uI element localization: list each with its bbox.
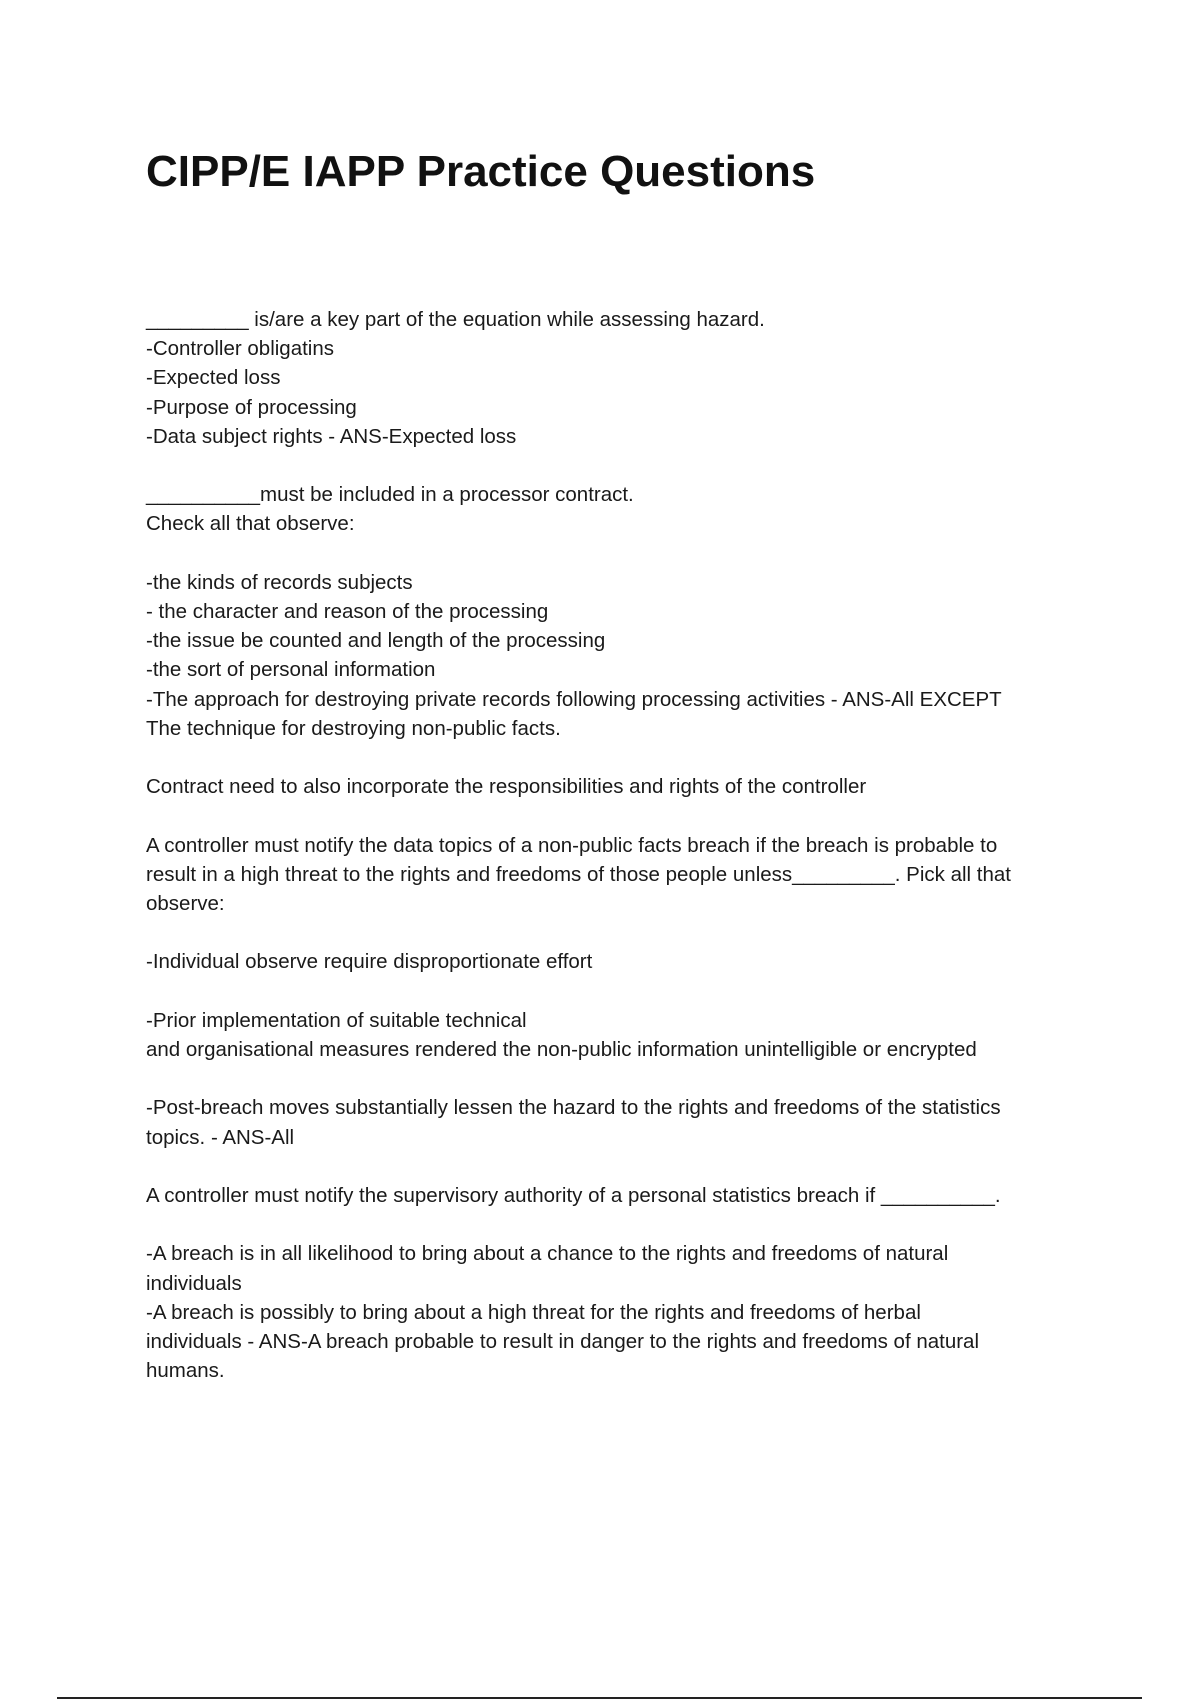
text-line: A controller must notify the supervisory authority of a personal statistics breach if __________. <box>146 1183 1001 1207</box>
paragraph-spacer <box>146 1210 1106 1239</box>
text-line: -Purpose of processing <box>146 395 357 419</box>
page-title: CIPP/E IAPP Practice Questions <box>146 147 816 196</box>
text-line: topics. - ANS-All <box>146 1125 295 1149</box>
text-line: - the character and reason of the processing <box>146 600 549 623</box>
text-line: -Post-breach moves substantially lessen the hazard to the rights and freedoms of the statistics <box>146 1096 1001 1120</box>
paragraph-spacer <box>146 977 1106 1006</box>
text-line: observe: <box>146 892 225 915</box>
text-line: _________ is/are a key part of the equation while assessing hazard. <box>146 308 765 331</box>
text-line: result in a high threat to the rights and freedoms of those people unless_________. Pick all that <box>146 862 1011 886</box>
text-line: -A breach is in all likelihood to bring about a chance to the rights and freedoms of natural <box>146 1242 949 1266</box>
text-line: -the sort of personal information <box>146 658 436 682</box>
text-line: -Individual observe require disproportionate effort <box>146 950 593 974</box>
footer-divider <box>57 1697 1142 1699</box>
text-line: -Data subject rights - ANS-Expected loss <box>146 424 517 448</box>
text-line: __________must be included in a processor contract. <box>146 483 634 507</box>
text-line: -the issue be counted and length of the processing <box>146 629 606 653</box>
text-line: humans. <box>146 1359 225 1383</box>
text-line: -Expected loss <box>146 366 281 390</box>
paragraph-spacer <box>146 539 1106 568</box>
text-line: A controller must notify the data topics of a non-public facts breach if the breach is probable to <box>146 833 998 857</box>
paragraph-spacer <box>146 1152 1106 1181</box>
document-body <box>146 305 1106 1385</box>
text-line: Check all that observe: <box>146 512 355 536</box>
text-line: -Controller obligatins <box>146 337 335 361</box>
paragraph-spacer <box>146 451 1106 480</box>
paragraph-spacer <box>146 743 1106 772</box>
text-line: -Prior implementation of suitable technical <box>146 1008 527 1032</box>
text-line: -The approach for destroying private records following processing activities - ANS-All EXCEPT <box>146 687 1002 711</box>
paragraph-spacer <box>146 918 1106 947</box>
paragraph-spacer <box>146 801 1106 830</box>
text-line: and organisational measures rendered the non-public information unintelligible or encrypted <box>146 1037 977 1061</box>
text-line: -the kinds of records subjects <box>146 570 413 594</box>
text-line: Contract need to also incorporate the responsibilities and rights of the controller <box>146 775 867 799</box>
paragraph-spacer <box>146 1064 1106 1093</box>
text-line: individuals - ANS-A breach probable to result in danger to the rights and freedoms of natural <box>146 1329 980 1353</box>
text-line: -A breach is possibly to bring about a high threat for the rights and freedoms of herbal <box>146 1300 921 1324</box>
text-line: The technique for destroying non-public facts. <box>146 716 561 740</box>
text-line: individuals <box>146 1271 242 1295</box>
